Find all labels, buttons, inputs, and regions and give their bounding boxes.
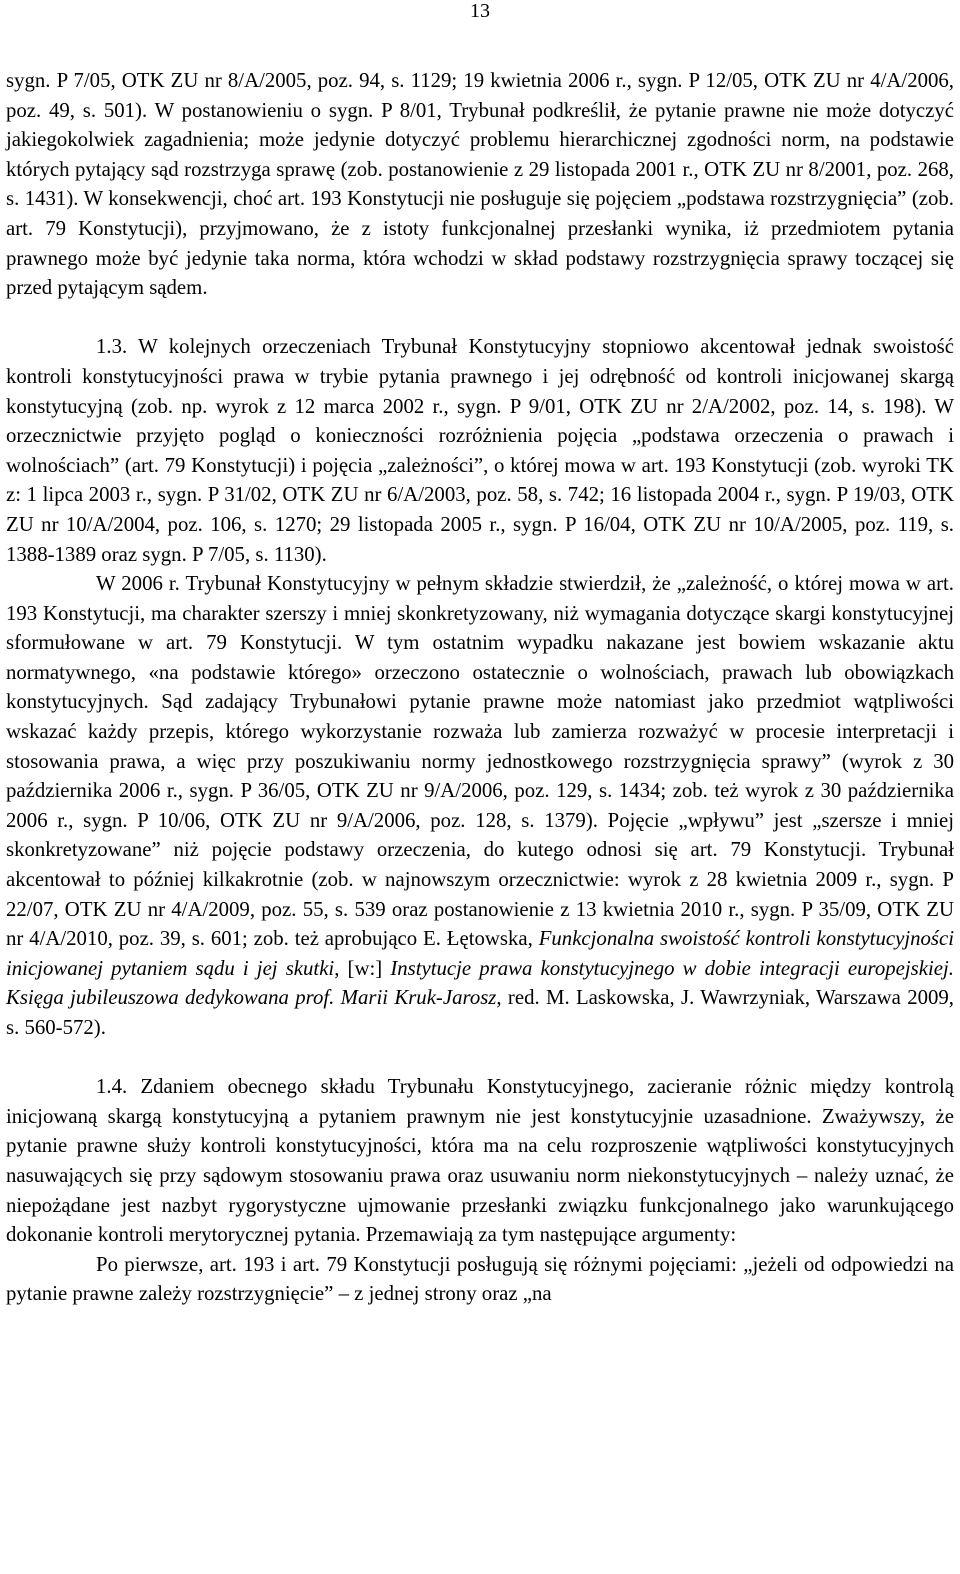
paragraph-text: W 2006 r. Trybunał Konstytucyjny w pełnym składzie stwierdził, że „zależność, o której mowa w art. 193 Konstytucji, ma charakter szerszy i mniej skonkretyzowany, niż wymagania dotyczące skargi konstytucyjnej sformułowane w art. 79 Konstytucji. W tym ostatnim wypadku nakazane jest bowiem wskazanie aktu normatywnego, «na podstawie którego» orzeczono ostatecznie o wolnościach, prawach lub obowiązkach konstytucyjnych. Sąd zadający Trybunałowi pytanie prawne może natomiast jako przedmiot wątpliwości wskazać każdy przepis, którego wykorzystanie rozważa lub zamierza rozważyć w procesie interpretacji i stosowania prawa, a więc przy poszukiwaniu normy jednostkowego rozstrzygnięcia sprawy” (wyrok z 30 października 2006 r., sygn. P 36/05, OTK ZU nr 9/A/2006, poz. 129, s. 1434; zob. też wyrok z 30 października 2006 r., sygn. P 10/06, OTK ZU nr 9/A/2006, poz. 128, s. 1379). Pojęcie „wpływu” jest „szersze i mniej skonkretyzowane” niż pojęcie podstawy orzeczenia, do kutego odnosi się art. 79 Konstytucji. Trybunał akcentował to później kilkakrotnie (zob. w najnowszym orzecznictwie: wyrok z 28 kwietnia 2009 r., sygn. P 22/07, OTK ZU nr 4/A/2009, poz. 55, s. 539 oraz postanowienie z 13 kwietnia 2010 r., sygn. P 35/09, OTK ZU nr 4/A/2010, poz. 39, s. 601; zob. też aprobująco E. Łętowska, [6,572,954,951]
page-number: 13 [470,0,490,22]
paragraph-1-3: 1.3. W kolejnych orzeczeniach Trybunał Konstytucyjny stopniowo akcentował jednak swoistość kontroli konstytucyjności prawa w trybie pytania prawnego i jej odrębność od kontroli inicjowanej skargą konstytucyjną (zob. np. wyrok z 12 marca 2002 r., sygn. P 9/01, OTK ZU nr 2/A/2002, poz. 14, s. 198). W orzecznictwie przyjęto pogląd o konieczności rozróżnienia pojęcia „podstawa orzeczenia o prawach i wolnościach” (art. 79 Konstytucji) i pojęcia „zależności”, o której mowa w art. 193 Konstytucji (zob. wyroki TK z: 1 lipca 2003 r., sygn. P 31/02, OTK ZU nr 6/A/2003, poz. 58, s. 742; 16 listopada 2004 r., sygn. P 19/03, OTK ZU nr 10/A/2004, poz. 106, s. 1270; 29 listopada 2005 r., sygn. P 16/04, OTK ZU nr 10/A/2005, poz. 119, s. 1388-1389 oraz sygn. P 7/05, s. 1130). [6,335,954,566]
paragraph-text: , [w:] [334,956,391,980]
paragraph-2006-judgment [6,569,954,1043]
cited-book-title: Instytucje prawa konstytucyjnego w dobie integracji europejskiej. Księga jubileuszowa dedykowana prof. Marii Kruk-Jarosz [6,956,954,1010]
paragraph-1-4: 1.4. Zdaniem obecnego składu Trybunału Konstytucyjnego, zacieranie różnic między kontrolą inicjowaną skargą konstytucyjną a pytaniem prawnym nie jest konstytucyjnie uzasadnione. Zważywszy, że pytanie prawne służy kontroli konstytucyjności, która ma na celu rozproszenie wątpliwości konstytucyjnych nasuwających się przy sądowym stosowaniu prawa oraz usuwaniu norm niekonstytucyjnych – należy uznać, że niepożądane jest nazbyt rygorystyczne ujmowanie przesłanki związku funkcjonalnego jako warunkującego dokonanie kontroli merytorycznej pytania. Przemawiają za tym następujące argumenty: [6,1075,954,1247]
paragraph-text: , red. M. Laskowska, J. Wawrzyniak, Warszawa 2009, s. 560-572). [6,986,954,1039]
paragraph-po-pierwsze: Po pierwsze, art. 193 i art. 79 Konstytucji posługują się różnymi pojęciami: „jeżeli od odpowiedzi na pytanie prawne zależy rozstrzygnięcie” – z jednej strony oraz „na [6,1252,954,1306]
cited-article-title: Funkcjonalna swoistość kontroli konstytucyjności inicjowanej pytaniem sądu i jej skutki [6,927,954,980]
document-body [6,66,954,1309]
paragraph-continuation: sygn. P 7/05, OTK ZU nr 8/A/2005, poz. 94, s. 1129; 19 kwietnia 2006 r., sygn. P 12/05, OTK ZU nr 4/A/2006, poz. 49, s. 501). W postanowieniu o sygn. P 8/01, Trybunał podkreślił, że pytanie prawne nie może dotyczyć jakiegokolwiek zagadnienia; może jedynie dotyczyć problemu hierarchicznej zgodności norm, na podstawie których pytający sąd rozstrzyga sprawę (zob. postanowienie z 29 listopada 2001 r., OTK ZU nr 8/2001, poz. 268, s. 1431). W konsekwencji, choć art. 193 Konstytucji nie posługuje się pojęciem „podstawa rozstrzygnięcia” (zob. art. 79 Konstytucji), przyjmowano, że z istoty funkcjonalnej przesłanki wynika, iż przedmiotem pytania prawnego może być jedynie taka norma, która wchodzi w skład podstawy rozstrzygnięcia sprawy toczącej się przed pytającym sądem. [6,69,954,300]
